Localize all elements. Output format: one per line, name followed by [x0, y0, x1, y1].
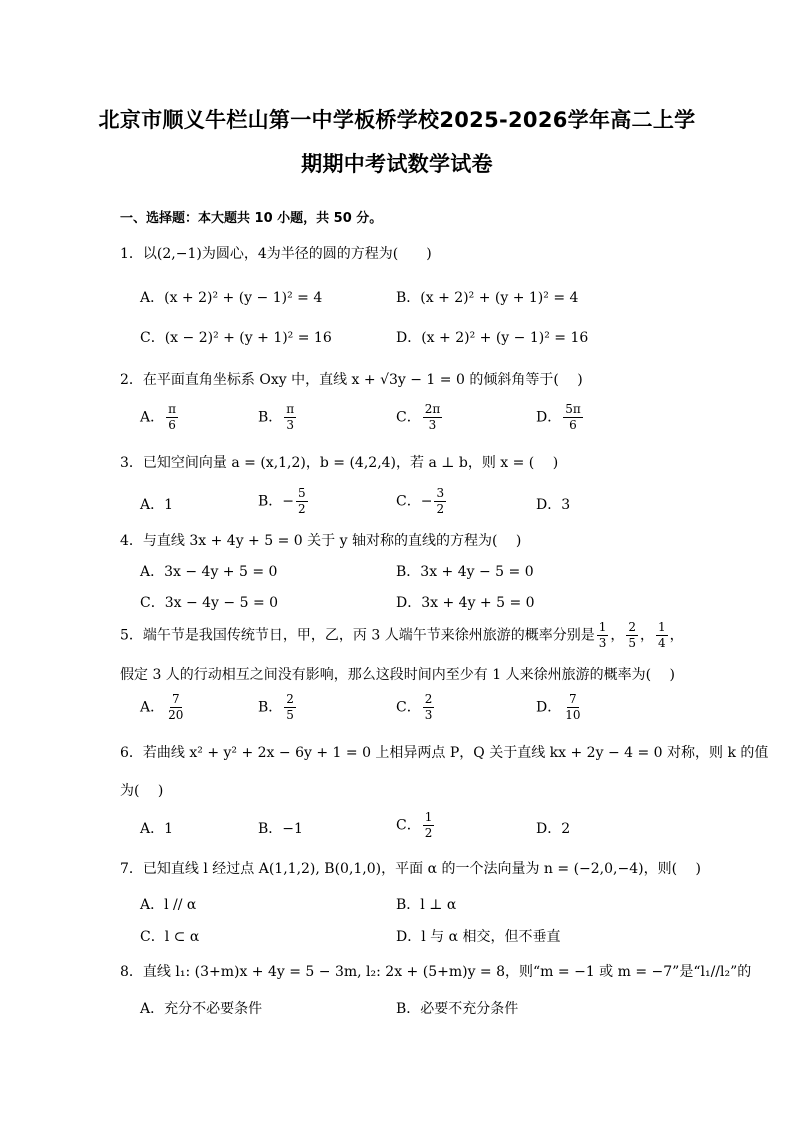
fraction — [563, 402, 583, 433]
question-6-option-b — [258, 818, 303, 838]
question-4-option-d: D．3x + 4y + 5 = 0 — [396, 595, 535, 611]
option-letter: B． — [258, 409, 283, 426]
question-2-option-d — [536, 402, 585, 433]
question-1-option-d: D．(x + 2)² + (y − 1)² = 16 — [396, 330, 589, 346]
question-6-stem-line-2: 为( ) — [120, 783, 164, 799]
question-8-option-a: A．充分不必要条件 — [140, 1001, 263, 1017]
question-2-option-b — [258, 402, 298, 433]
question-1-option-b: B．(x + 2)² + (y + 1)² = 4 — [396, 290, 579, 306]
question-5-option-a — [140, 692, 187, 723]
fraction-numerator: 3 — [436, 486, 445, 500]
question-5-option-b — [258, 692, 298, 723]
fraction-denominator: 5 — [628, 636, 636, 650]
option-letter: D．3 — [536, 497, 571, 513]
question-3-option-d — [536, 494, 570, 514]
option-letter: D． — [536, 409, 562, 426]
fraction-denominator: 6 — [168, 418, 176, 432]
exam-title-line-2: 期期中考试数学试卷 — [301, 152, 493, 176]
fraction-numerator: 2 — [424, 692, 433, 706]
fraction-numerator: 7 — [569, 692, 577, 706]
fraction-denominator: 10 — [565, 708, 581, 722]
question-7-stem: 7．已知直线 l 经过点 A(1,1,2), B(0,1,0)，平面 α 的一个法向量为 n = (−2,0,−4)，则( ) — [120, 861, 701, 877]
fraction — [423, 402, 443, 433]
fraction — [423, 692, 435, 723]
option-letter: D． — [536, 699, 562, 716]
question-1-stem: 1．以(2,−1)为圆心，4为半径的圆的方程为( ) — [120, 246, 432, 262]
fraction-denominator: 2 — [298, 502, 306, 516]
fraction-denominator: 3 — [424, 708, 433, 722]
question-2-option-a — [140, 402, 180, 433]
fraction — [166, 692, 185, 723]
fraction-denominator: 3 — [598, 636, 607, 650]
question-8-option-b: B．必要不充分条件 — [396, 1001, 519, 1017]
question-5-option-d — [536, 692, 585, 723]
question-5-stem-line-1 — [120, 620, 684, 651]
question-5-stem-line-2: 假定 3 人的行动相互之间没有影响，那么这段时间内至少有 1 人来徐州旅游的概率为( ) — [120, 667, 675, 683]
separator: ， — [669, 627, 684, 644]
section-heading: 一、选择题：本大题共 10 小题，共 50 分。 — [120, 211, 383, 226]
fraction-numerator: 1 — [658, 620, 666, 634]
question-1-option-c: C．(x − 2)² + (y + 1)² = 16 — [140, 330, 332, 346]
question-3-option-b — [258, 486, 310, 517]
question-2-option-c — [396, 402, 444, 433]
option-letter: C． — [396, 699, 421, 716]
question-1-option-a: A．(x + 2)² + (y − 1)² = 4 — [140, 290, 323, 306]
option-letter: C． — [396, 409, 421, 426]
question-7-option-a: A．l // α — [140, 897, 197, 913]
fraction-numerator: 2 — [286, 692, 294, 706]
fraction — [284, 692, 296, 723]
option-letter: B．− — [258, 493, 295, 510]
question-2-stem: 2．在平面直角坐标系 Oxy 中，直线 x + √3y − 1 = 0 的倾斜角等于( ) — [120, 372, 583, 388]
question-6-option-d — [536, 818, 570, 838]
question-7-option-b: B．l ⊥ α — [396, 897, 457, 913]
separator: ， — [640, 627, 654, 644]
fraction-numerator: 1 — [598, 620, 607, 634]
question-8-stem: 8．直线 l₁: (3+m)x + 4y = 5 − 3m, l₂: 2x + (5+m)y = 8，则“m = −1 或 m = −7”是“l₁//l₂”的 — [120, 964, 752, 980]
fraction-denominator: 4 — [658, 636, 666, 650]
option-letter: A．1 — [140, 497, 174, 513]
question-4-option-b: B．3x + 4y − 5 = 0 — [396, 564, 534, 580]
question-6-option-c — [396, 810, 436, 841]
question-6-option-a — [140, 818, 173, 838]
question-7-option-c: C．l ⊂ α — [140, 929, 200, 945]
fraction-numerator: 2π — [424, 402, 441, 416]
question-5-stem-text: 5．端午节是我国传统节日，甲，乙，丙 3 人端午节来徐州旅游的概率分别是 — [120, 627, 595, 644]
fraction — [656, 620, 668, 651]
fraction-numerator: 7 — [171, 692, 180, 706]
option-letter: C．− — [396, 493, 433, 510]
question-3-stem: 3．已知空间向量 a = (x,1,2)，b = (4,2,4)，若 a ⊥ b，则 x = ( ) — [120, 455, 559, 471]
fraction — [626, 620, 638, 651]
question-4-stem: 4．与直线 3x + 4y + 5 = 0 关于 y 轴对称的直线的方程为( ) — [120, 533, 522, 549]
option-letter: A． — [140, 699, 165, 716]
fraction-denominator: 2 — [436, 502, 445, 516]
fraction — [597, 620, 609, 651]
fraction — [423, 810, 435, 841]
fraction-denominator: 6 — [569, 418, 577, 432]
option-letter: B． — [258, 699, 283, 716]
option-letter: B．−1 — [258, 821, 303, 837]
fraction — [563, 692, 582, 723]
separator: ， — [610, 627, 625, 644]
fraction-numerator: 5 — [298, 486, 306, 500]
fraction — [284, 402, 296, 433]
question-4-option-a: A．3x − 4y + 5 = 0 — [140, 564, 278, 580]
fraction-numerator: 1 — [424, 810, 433, 824]
fraction — [166, 402, 178, 433]
option-letter: D．2 — [536, 821, 571, 837]
question-3-option-c — [396, 486, 448, 517]
fraction-numerator: π — [168, 402, 177, 416]
question-6-stem-line-1: 6．若曲线 x² + y² + 2x − 6y + 1 = 0 上相异两点 P，Q 关于直线 kx + 2y − 4 = 0 对称，则 k 的值 — [120, 745, 769, 761]
question-5-option-c — [396, 692, 436, 723]
fraction-numerator: 5π — [565, 402, 581, 416]
fraction-denominator: 2 — [424, 826, 433, 840]
fraction-denominator: 3 — [286, 418, 295, 432]
fraction-numerator: 2 — [628, 620, 636, 634]
question-3-option-a — [140, 494, 173, 514]
option-letter: A． — [140, 409, 165, 426]
question-4-option-c: C．3x − 4y − 5 = 0 — [140, 595, 279, 611]
fraction-denominator: 20 — [168, 708, 184, 722]
fraction — [434, 486, 446, 517]
fraction-denominator: 3 — [428, 418, 437, 432]
option-letter: C． — [396, 817, 421, 834]
question-7-option-d: D．l 与 α 相交，但不垂直 — [396, 929, 561, 945]
fraction-denominator: 5 — [286, 708, 294, 722]
exam-title-line-1: 北京市顺义牛栏山第一中学板桥学校2025-2026学年高二上学 — [98, 108, 696, 132]
fraction-numerator: π — [286, 402, 295, 416]
fraction — [296, 486, 308, 517]
option-letter: A．1 — [140, 821, 174, 837]
